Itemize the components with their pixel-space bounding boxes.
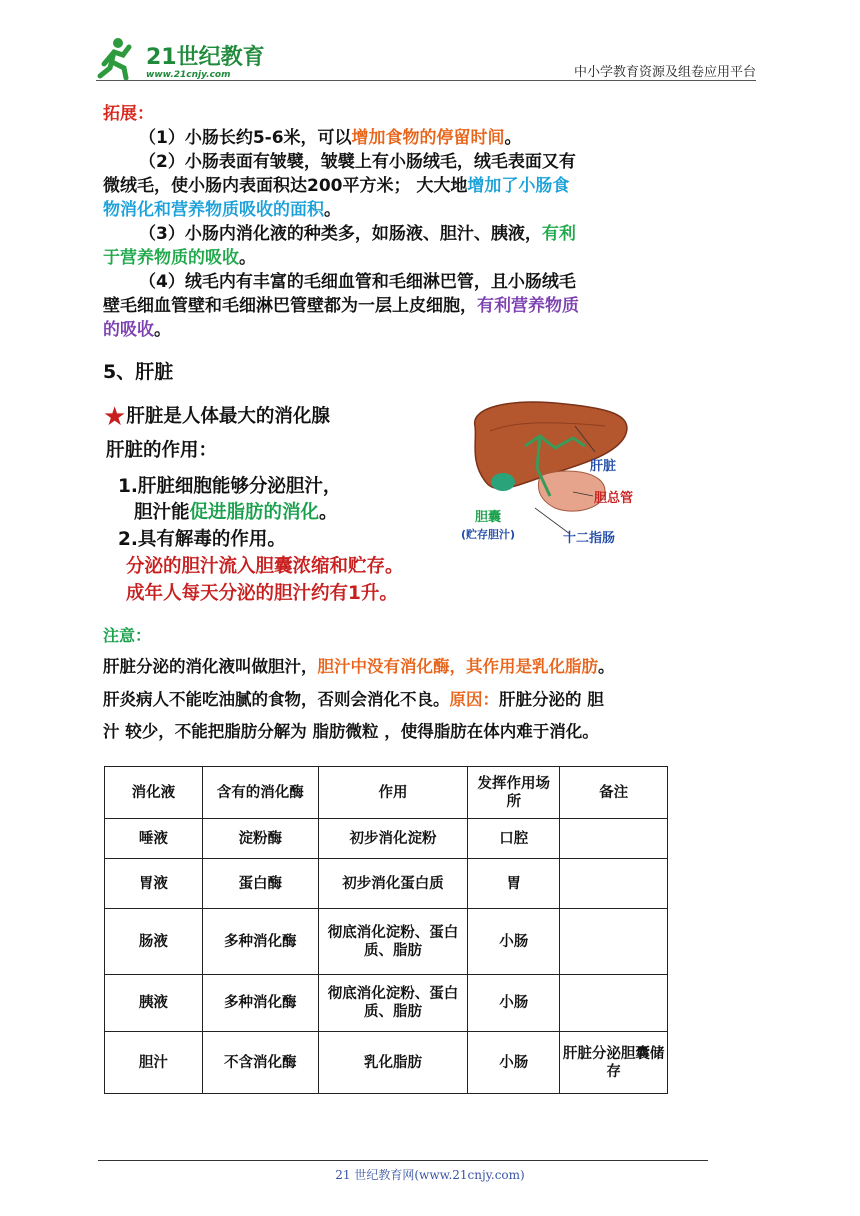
note-line-3: 汁 较少，不能把脂肪分解为 脂肪微粒 ，使得脂肪在体内难于消化。 (103, 722, 599, 741)
runner-icon (100, 38, 129, 78)
note-label: 注意： (103, 626, 152, 645)
table-cell: 肠液 (105, 909, 203, 975)
site-logo (96, 34, 266, 82)
extension-p2-line2 (103, 175, 569, 197)
label-bile-duct: 胆总管 (594, 491, 634, 506)
extension-p1-text: （1）小肠长约5-6米，可以 (139, 128, 352, 148)
liver-illustration (455, 396, 650, 546)
extension-p3-end: 。 (239, 248, 256, 268)
extension-p4-line2 (103, 295, 579, 317)
table-cell: 蛋白酶 (202, 859, 318, 909)
note-line-2-text: 肝炎病人不能吃油腻的食物，否则会消化不良。 (103, 690, 450, 709)
table-cell: 初步消化蛋白质 (318, 859, 468, 909)
note-line-2 (103, 689, 604, 711)
table-cell: 胰液 (105, 975, 203, 1032)
table-cell: 淀粉酶 (202, 819, 318, 859)
table-row (105, 1032, 668, 1094)
table-header-cell: 消化液 (105, 767, 203, 819)
label-liver: 肝脏 (590, 459, 617, 474)
extension-p2-line1: （2）小肠表面有皱襞，皱襞上有小肠绒毛，绒毛表面又有 (139, 152, 576, 172)
table-cell (560, 975, 668, 1032)
extension-p4-end: 。 (154, 320, 171, 340)
table-cell: 初步消化淀粉 (318, 819, 468, 859)
extension-p1-end: 。 (504, 128, 522, 148)
label-gallbladder-note: (贮存胆汁) (461, 528, 516, 541)
liver-function-1-highlight: 促进脂肪的消化 (189, 502, 320, 523)
table-cell: 小肠 (468, 909, 560, 975)
extension-p3-line2 (103, 247, 256, 269)
liver-red-line-2: 成年人每天分泌的胆汁约有1升。 (126, 583, 398, 604)
digestive-juice-table (104, 766, 668, 1094)
extension-p4-line1: （4）绒毛内有丰富的毛细血管和毛细淋巴管，且小肠绒毛 (139, 272, 576, 292)
table-row (105, 975, 668, 1032)
table-cell: 乳化脂肪 (318, 1032, 468, 1094)
extension-p2-highlight-cont: 物消化和营养物质吸收的面积 (103, 200, 324, 220)
header-divider (96, 80, 756, 81)
logo-url-text: www.21cnjy.com (146, 70, 231, 80)
label-gallbladder: 胆囊 (475, 510, 502, 525)
liver-function-1-text: 胆汁能 (134, 502, 190, 523)
section-title: 5、肝脏 (103, 361, 174, 383)
liver-function-1-line1: 1.肝脏细胞能够分泌胆汁， (118, 476, 342, 497)
gallbladder-icon (491, 473, 515, 491)
extension-p2-end: 。 (324, 200, 341, 220)
label-duodenum: 十二指肠 (563, 531, 616, 546)
footer-divider (98, 1160, 708, 1161)
table-header-cell: 发挥作用场所 (468, 767, 560, 819)
extension-p3-line1 (139, 223, 576, 245)
note-line-2-end: 肝脏分泌的 胆 (499, 690, 604, 709)
table-cell: 多种消化酶 (202, 909, 318, 975)
table-row (105, 909, 668, 975)
liver-function-1-line2 (134, 501, 338, 525)
table-cell: 肝脏分泌胆囊储存 (560, 1032, 668, 1094)
footer-link[interactable]: 21 世纪教育网(www.21cnjy.com) (335, 1168, 525, 1182)
table-header-cell: 备注 (560, 767, 668, 819)
extension-p3-highlight-cont: 于营养物质的吸收 (103, 248, 239, 268)
extension-p4-highlight-cont: 的吸收 (103, 320, 154, 340)
table-header-cell: 作用 (318, 767, 468, 819)
extension-p4-line3 (103, 319, 171, 341)
table-header-cell: 含有的消化酶 (202, 767, 318, 819)
extension-p3-highlight: 有利 (541, 224, 576, 244)
table-cell: 胃液 (105, 859, 203, 909)
extension-p4-text: 壁毛细血管壁和毛细淋巴管壁都为一层上皮细胞， (103, 296, 477, 316)
extension-p2-line3 (103, 199, 341, 221)
note-line-1-text: 肝脏分泌的消化液叫做胆汁， (103, 657, 318, 676)
table-cell: 彻底消化淀粉、蛋白质、脂肪 (318, 909, 468, 975)
extension-p3-text: （3）小肠内消化液的种类多，如肠液、胆汁、胰液， (139, 224, 542, 244)
liver-headline-text: 肝脏是人体最大的消化腺 (126, 406, 330, 427)
logo-main-text: 21世纪教育 (146, 45, 265, 70)
liver-function-2: 2.具有解毒的作用。 (118, 529, 286, 550)
liver-function-title: 肝脏的作用： (106, 440, 218, 461)
table-cell (560, 819, 668, 859)
table-cell: 胆汁 (105, 1032, 203, 1094)
note-line-1-highlight: 胆汁中没有消化酶，其作用是乳化脂肪 (317, 657, 598, 676)
table-cell: 小肠 (468, 1032, 560, 1094)
note-line-1 (103, 656, 615, 678)
table-cell: 口腔 (468, 819, 560, 859)
liver-function-1-end: 。 (319, 502, 338, 523)
liver-red-line-1: 分泌的胆汁流入胆囊浓缩和贮存。 (126, 556, 404, 577)
table-header-row (105, 767, 668, 819)
header-right-text: 中小学教育资源及组卷应用平台 (573, 65, 756, 80)
note-line-1-end: 。 (598, 657, 615, 676)
table-cell: 彻底消化淀粉、蛋白质、脂肪 (318, 975, 468, 1032)
table-cell: 多种消化酶 (202, 975, 318, 1032)
extension-p1 (139, 127, 522, 149)
note-line-2-highlight: 原因： (449, 690, 499, 709)
liver-headline (103, 402, 330, 432)
table-row (105, 819, 668, 859)
table-row (105, 859, 668, 909)
extension-label: 拓展： (103, 104, 154, 124)
table-cell: 不含消化酶 (202, 1032, 318, 1094)
star-icon: ★ (103, 402, 127, 432)
table-cell: 小肠 (468, 975, 560, 1032)
extension-p2-highlight: 增加了小肠食 (467, 176, 570, 196)
table-cell (560, 909, 668, 975)
table-cell: 胃 (468, 859, 560, 909)
extension-p4-highlight: 有利营养物质 (477, 296, 579, 316)
table-cell (560, 859, 668, 909)
table-cell: 唾液 (105, 819, 203, 859)
extension-p1-highlight: 增加食物的停留时间 (351, 128, 505, 148)
extension-p2-text: 微绒毛，使小肠内表面积达200平方米； 大大地 (103, 176, 468, 196)
